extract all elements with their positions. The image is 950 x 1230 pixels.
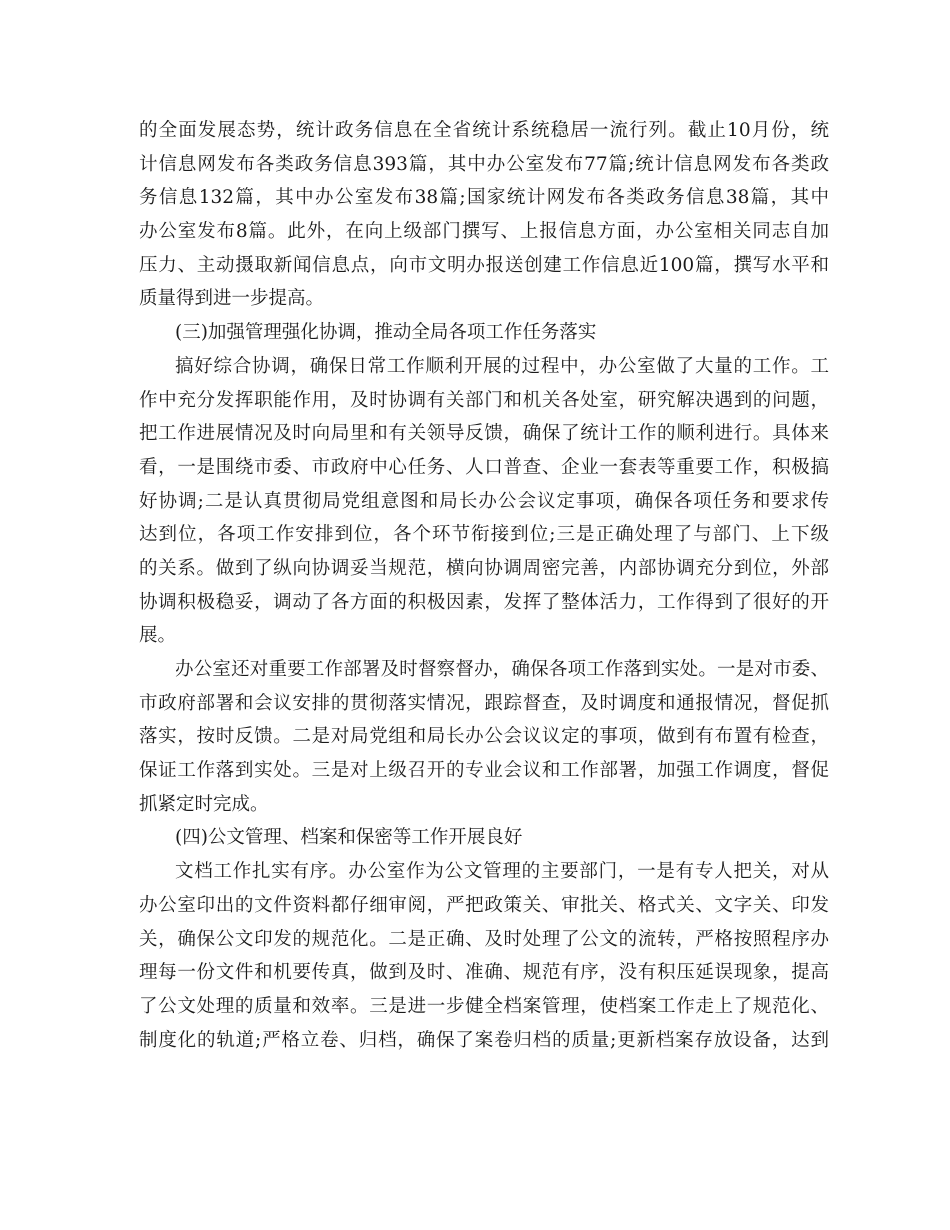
text-line: 的全面发展态势，统计政务信息在全省统计系统稳居一流行列。截止10月份，统 (139, 120, 829, 141)
text-line: 好协调;二是认真贯彻局党组意图和局长办公会议定事项，确保各项任务和要求传 (139, 490, 829, 512)
text-line: 文档工作扎实有序。办公室作为公文管理的主要部门，一是有专人把关，对从 (175, 861, 829, 883)
text-line: 搞好综合协调，确保日常工作顺利开展的过程中，办公室做了大量的工作。工 (175, 355, 829, 377)
text-line: 办公室印出的文件资料都仔细审阅，严把政策关、审批关、格式关、文字关、印发 (139, 894, 829, 916)
text-line: 达到位，各项工作安排到位，各个环节衔接到位;三是正确处理了与部门、上下级 (139, 524, 829, 546)
text-line: 协调积极稳妥，调动了各方面的积极因素，发挥了整体活力，工作得到了很好的开 (139, 591, 829, 613)
paragraph-document-management (139, 855, 829, 1057)
section-heading-3: (三)加强管理强化协调，推动全局各项工作任务落实 (175, 322, 597, 344)
text-line: 的关系。做到了纵向协调妥当规范，横向协调周密完善，内部协调充分到位，外部 (139, 557, 829, 579)
text-line: 保证工作落到实处。三是对上级召开的专业会议和工作部署，加强工作调度，督促 (139, 760, 829, 782)
paragraph-coordination (139, 350, 829, 653)
paragraph-info-stats (139, 114, 829, 316)
text-line: 把工作进展情况及时向局里和有关领导反馈，确保了统计工作的顺利进行。具体来 (139, 423, 829, 445)
text-line: 展。 (139, 625, 177, 647)
text-line: 制度化的轨道;严格立卷、归档，确保了案卷归档的质量;更新档案存放设备，达到 (139, 1029, 829, 1051)
text-line: 计信息网发布各类政务信息393篇，其中办公室发布77篇;统计信息网发布各类政 (139, 153, 829, 175)
text-line: 办公室还对重要工作部署及时督察督办，确保各项工作落到实处。一是对市委、 (175, 659, 829, 680)
document-body (139, 114, 829, 1057)
text-line: 关，确保公文印发的规范化。二是正确、及时处理了公文的流转，严格按照程序办 (139, 928, 829, 950)
text-line: 落实，按时反馈。二是对局党组和局长办公会议议定的事项，做到有布置有检查， (139, 726, 829, 748)
text-line: 了公文处理的质量和效率。三是进一步健全档案管理，使档案工作走上了规范化、 (139, 995, 829, 1017)
text-line: 压力、主动摄取新闻信息点，向市文明办报送创建工作信息近100篇，撰写水平和 (139, 254, 829, 276)
text-line: 办公室发布8篇。此外，在向上级部门撰写、上报信息方面，办公室相关同志自加 (139, 221, 829, 243)
text-line: 务信息132篇，其中办公室发布38篇;国家统计网发布各类政务信息38篇，其中 (139, 187, 829, 209)
section-heading-4: (四)公文管理、档案和保密等工作开展良好 (175, 827, 523, 849)
text-line: 质量得到进一步提高。 (139, 288, 325, 310)
text-line: 看，一是围绕市委、市政府中心任务、人口普查、企业一套表等重要工作，积极搞 (139, 456, 829, 478)
text-line: 作中充分发挥职能作用，及时协调有关部门和机关各处室，研究解决遇到的问题， (139, 389, 829, 411)
paragraph-supervision (139, 653, 829, 821)
text-line: 抓紧定时完成。 (139, 793, 269, 815)
text-line: 市政府部署和会议安排的贯彻落实情况，跟踪督查，及时调度和通报情况，督促抓 (139, 692, 829, 714)
text-line: 理每一份文件和机要传真，做到及时、准确、规范有序，没有积压延误现象，提高 (139, 962, 829, 984)
